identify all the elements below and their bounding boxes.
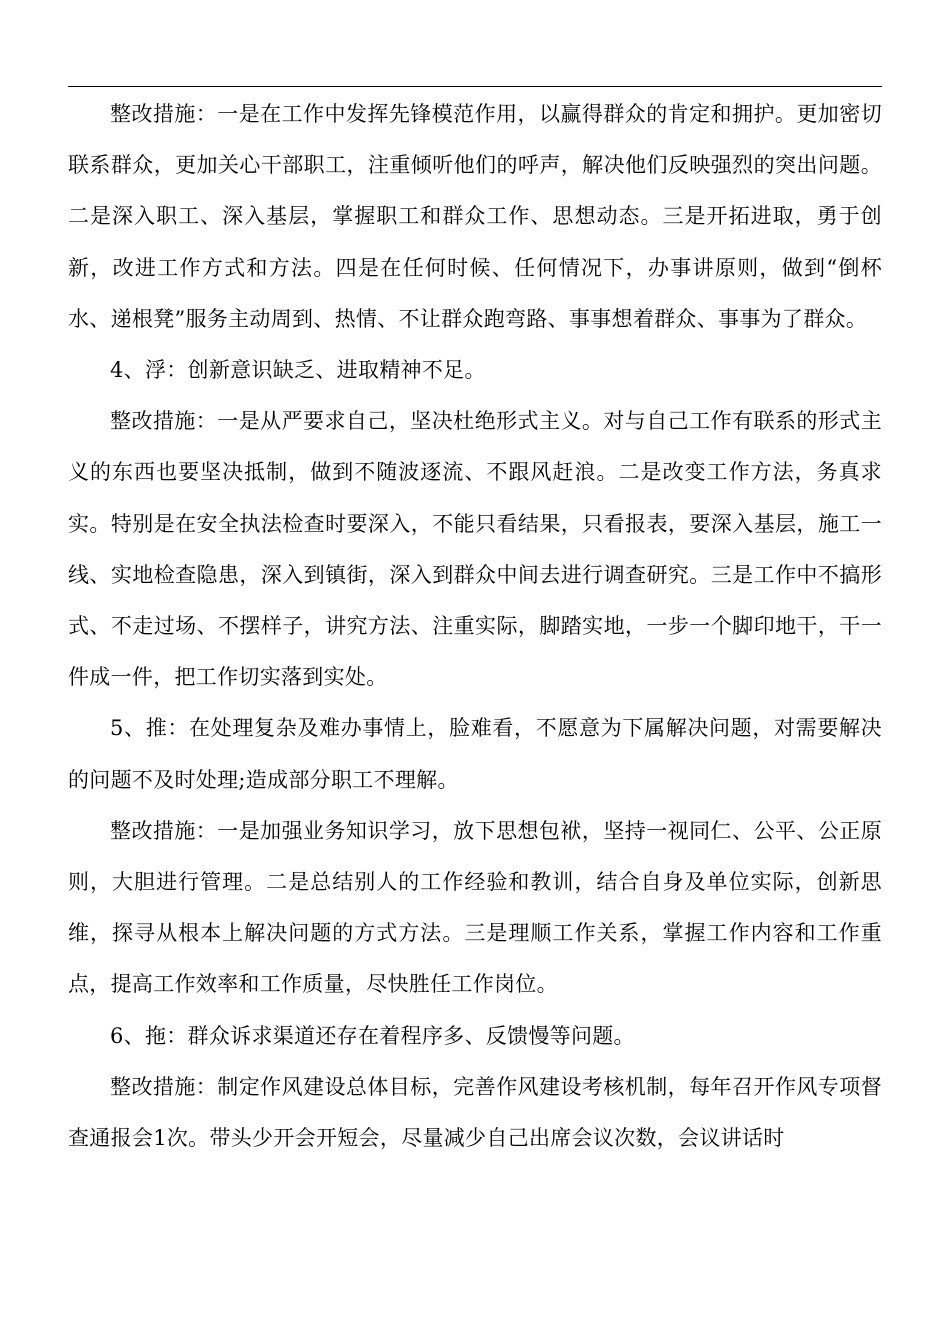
header-rule [68, 86, 882, 87]
paragraph-measures-1: 整改措施：一是在工作中发挥先锋模范作用，以赢得群众的肯定和拥护。更加密切联系群众，更加关心干部职工，注重倾听他们的呼声，解决他们反映强烈的突出问题。二是深入职工、深入基层，掌握职工和群众工作、思想动态。三是开拓进取，勇于创新，改进工作方式和方法。四是在任何时候、任何情况下，办事讲原则，做到“倒杯水、递根凳”服务主动周到、热情、不让群众跑弯路、事事想着群众、事事为了群众。 [68, 102, 882, 331]
paragraph-measures-4: 整改措施：一是从严要求自己，坚决杜绝形式主义。对与自己工作有联系的形式主义的东西也要坚决抵制，做到不随波逐流、不跟风赶浪。二是改变工作方法，务真求实。特别是在安全执法检查时要深入，不能只看结果，只看报表，要深入基层，施工一线、实地检查隐患，深入到镇街，深入到群众中间去进行调查研究。三是工作中不搞形式、不走过场、不摆样子，讲究方法、注重实际，脚踏实地，一步一个脚印地干，干一件成一件，把工作切实落到实处。 [68, 409, 882, 690]
paragraph-issue-5: 5、推：在处理复杂及难办事情上，脸难看，不愿意为下属解决问题，对需要解决的问题不及时处理;造成部分职工不理解。 [68, 716, 882, 792]
paragraph-measures-6: 整改措施：制定作风建设总体目标，完善作风建设考核机制，每年召开作风专项督查通报会1次。带头少开会开短会，尽量减少自己出席会议次数，会议讲话时 [68, 1074, 882, 1151]
document-body [68, 89, 882, 1164]
paragraph-issue-6: 6、拖：群众诉求渠道还存在着程序多、反馈慢等问题。 [110, 1023, 635, 1048]
paragraph-measures-5: 整改措施：一是加强业务知识学习，放下思想包袱，坚持一视同仁、公平、公正原则，大胆进行管理。二是总结别人的工作经验和教训，结合自身及单位实际，创新思维，探寻从根本上解决问题的方式方法。三是理顺工作关系，掌握工作内容和工作重点，提高工作效率和工作质量，尽快胜任工作岗位。 [68, 818, 882, 997]
paragraph-issue-4: 4、浮：创新意识缺乏、进取精神不足。 [110, 358, 486, 383]
